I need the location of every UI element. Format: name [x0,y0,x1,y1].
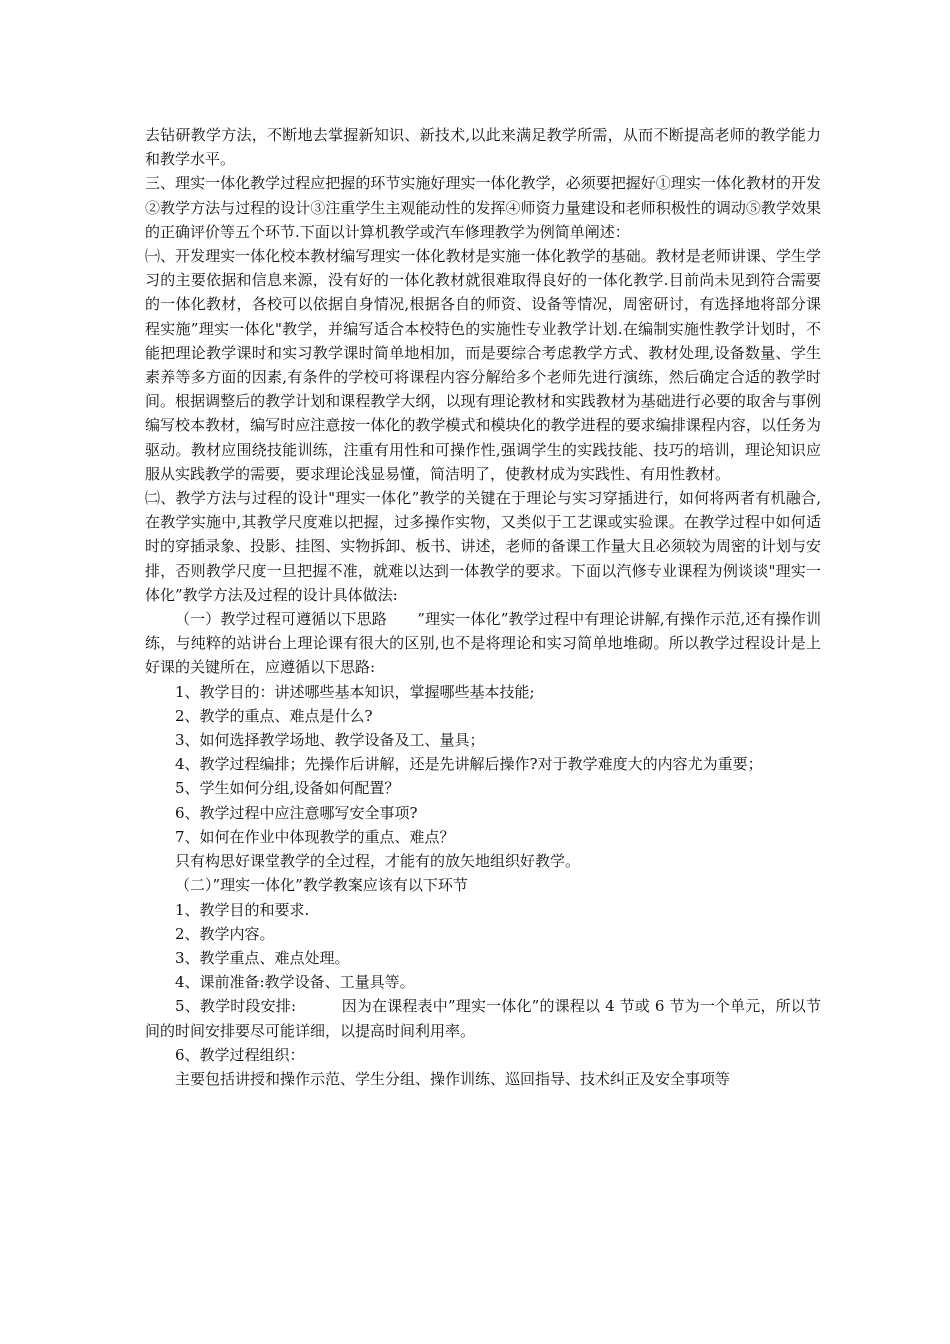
list-item-5: 5、学生如何分组,设备如何配置？ [175,779,400,798]
teaching-process-approach: （一）教学过程可遵循以下思路 ”理实一体化”教学过程中有理论讲解,有操作示范,还有操作训练，与纯粹的站讲台上理论课有很大的区别,也不是将理论和实习简单地堆砌。所以教学过程设计是上好课的关键所在，应遵循以下思路: [145,610,821,677]
conclusion-sentence: 只有构思好课堂教学的全过程，才能有的放矢地组织好教学。 [175,852,581,871]
plan-item-3: 3、教学重点、难点处理。 [175,948,350,967]
document-page [145,123,821,1091]
subsection-one-textbook: ㈠、开发理实一体化校本教材编写理实一体化教材是实施一体化教学的基础。教材是老师讲课、学生学习的主要依据和信息来源，没有好的一体化教材就很难取得良好的一体化教学.目前尚未见到符合需要的一体化教材，各校可以依据自身情况,根据各自的师资、设备等情况，周密研讨，有选择地将部分课程实施”理实一体化"教学，并编写适合本校特色的实施性专业教学计划.在编制实施性教学计划时，不能把理论教学课时和实习教学课时简单地相加，而是要综合考虑教学方式、教材处理,设备数量、学生素养等多方面的因素,有条件的学校可将课程内容分解给多个老师先进行演练，然后确定合适的教学时间。根据调整后的教学计划和课程教学大纲，以现有理论教材和实践教材为基础进行必要的取舍与事例编写校本教材，编写时应注意按一体化的教学模式和模块化的教学进程的要求编排课程内容，以任务为驱动。教材应围绕技能训练，注重有用性和可操作性,强调学生的实践技能、技巧的培训，理论知识应服从实践教学的需要，要求理论浅显易懂，简洁明了，使教材成为实践性、有用性教材。 [145,247,821,483]
plan-item-6-detail: 主要包括讲授和操作示范、学生分组、操作训练、巡回指导、技术纠正及安全事项等 [175,1069,731,1088]
list-item-2: 2、教学的重点、难点是什么? [175,706,373,725]
list-item-1: 1、教学目的：讲述哪些基本知识，掌握哪些基本技能; [175,682,535,701]
plan-item-5: 5、教学时段安排: 因为在课程表中”理实一体化”的课程以 4 节或 6 节为一个单元，所以节间的时间安排要尽可能详细，以提高时间利用率。 [145,997,821,1040]
paragraph-continuation: 去钻研教学方法，不断地去掌握新知识、新技术,以此来满足教学所需，从而不断提高老师的教学能力和教学水平。 [145,126,821,169]
plan-item-2: 2、教学内容。 [175,924,275,943]
lesson-plan-heading: （二）”理实一体化”教学教案应该有以下环节 [175,876,468,895]
list-item-3: 3、如何选择教学场地、教学设备及工、量具； [175,731,485,750]
list-item-4: 4、教学过程编排；先操作后讲解，还是先讲解后操作?对于教学难度大的内容尤为重要； [175,755,763,774]
list-item-7: 7、如何在作业中体现教学的重点、难点？ [175,827,455,846]
plan-item-6: 6、教学过程组织： [175,1045,305,1064]
list-item-6: 6、教学过程中应注意哪写安全事项? [175,803,418,822]
section-three-intro: 三、理实一体化教学过程应把握的环节实施好理实一体化教学，必须要把握好①理实一体化教材的开发②教学方法与过程的设计③注重学生主观能动性的发挥④师资力量建设和老师积极性的调动⑤教学效果的正确评价等五个环节.下面以计算机教学或汽车修理教学为例简单阐述： [145,174,821,241]
subsection-two-methods: ㈡、教学方法与过程的设计"理实一体化”教学的关键在于理论与实习穿插进行，如何将两者有机融合,在教学实施中,其教学尺度难以把握，过多操作实物，又类似于工艺课或实验课。在教学过程中如何适时的穿插录象、投影、挂图、实物拆卸、板书、讲述，老师的备课工作量大且必须较为周密的计划与安排，否则教学尺度一旦把握不准，就难以达到一体教学的要求。下面以汽修专业课程为例谈谈"理实一体化”教学方法及过程的设计具体做法: [145,489,821,604]
plan-item-4: 4、课前准备:教学设备、工量具等。 [175,973,415,992]
plan-item-1: 1、教学目的和要求. [175,900,310,919]
